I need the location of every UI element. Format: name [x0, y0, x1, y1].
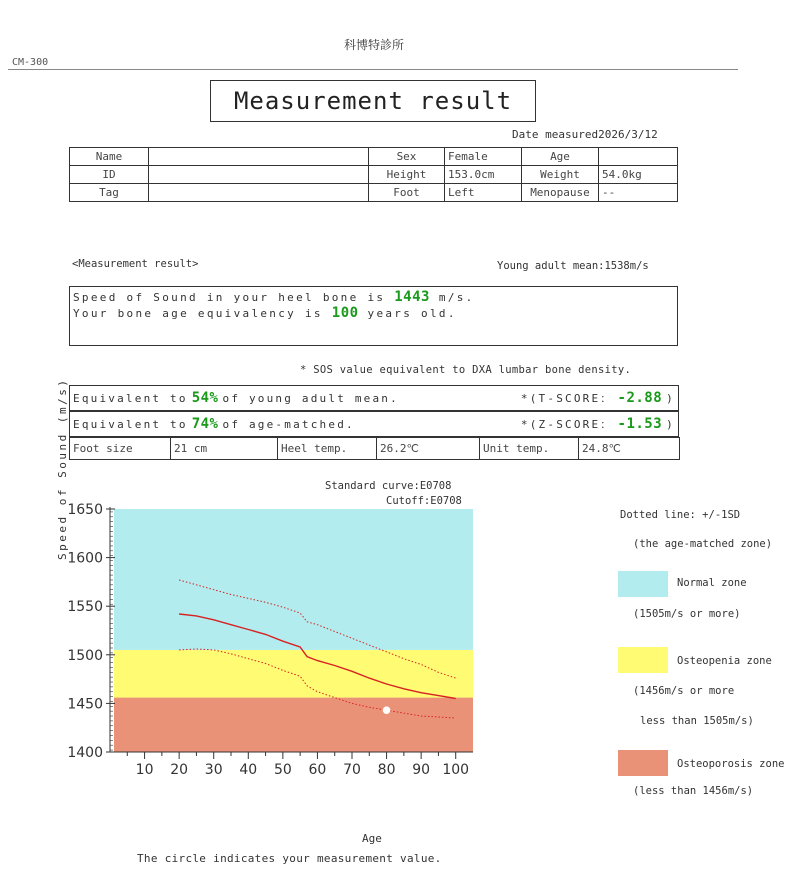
standard-curve: Standard curve:E0708	[325, 480, 452, 492]
sos-chart	[60, 500, 480, 790]
age-value	[599, 148, 678, 166]
t-score-label: *(T-SCORE：	[520, 392, 614, 405]
unit-temp-label: Unit temp.	[480, 438, 579, 460]
y-tick-label: 1400	[67, 745, 103, 761]
young-adult-row	[69, 385, 679, 411]
age-label: Age	[522, 148, 599, 166]
tag-label: Tag	[70, 184, 149, 202]
foot-info-table	[69, 437, 680, 460]
sos-value: 1443	[394, 289, 430, 305]
x-tick-label: 70	[343, 762, 361, 778]
measurement-point	[383, 707, 390, 714]
zone-band	[114, 698, 473, 752]
normal-zone-swatch	[618, 571, 668, 597]
zone-band	[114, 509, 473, 650]
x-tick-label: 40	[239, 762, 258, 778]
zone-band	[114, 650, 473, 698]
young-adult-mean: Young adult mean:1538m/s	[497, 260, 649, 272]
young-prefix: Equivalent to	[73, 391, 188, 405]
id-label: ID	[70, 166, 149, 184]
chart-footnote: The circle indicates your measurement value.	[137, 852, 442, 865]
dxa-note: * SOS value equivalent to DXA lumbar bone density.	[300, 364, 632, 376]
x-tick-label: 60	[308, 762, 327, 778]
young-suffix: of young adult mean.	[222, 391, 399, 405]
menopause-label: Menopause	[522, 184, 599, 202]
device-model: CM-300	[12, 57, 49, 68]
bone-age-line	[73, 305, 674, 321]
z-score-value: -1.53	[617, 416, 663, 432]
z-score	[521, 416, 675, 432]
foot-size-label: Foot size	[70, 438, 171, 460]
height-value: 153.0cm	[445, 166, 522, 184]
sex-value: Female	[445, 148, 522, 166]
age-percent: 74%	[191, 416, 219, 432]
menopause-value: --	[599, 184, 678, 202]
weight-value: 54.0kg	[599, 166, 678, 184]
zone-bands	[114, 509, 473, 752]
x-tick-label: 50	[273, 762, 292, 778]
x-tick-label: 10	[135, 762, 154, 778]
date-value: 2026/3/12	[598, 128, 658, 141]
legend-osteoporosis: Osteoporosis zone	[677, 758, 785, 770]
legend-osteopenia: Osteopenia zone	[677, 655, 772, 667]
name-value	[149, 148, 369, 166]
heel-temp-label: Heel temp.	[278, 438, 377, 460]
x-tick-label: 30	[204, 762, 223, 778]
foot-value: Left	[445, 184, 522, 202]
legend-dotted-sub: (the age-matched zone)	[633, 538, 773, 550]
height-label: Height	[369, 166, 445, 184]
section-label: <Measurement result>	[72, 258, 199, 270]
legend-osteoporosis-range: (less than 1456m/s)	[633, 785, 754, 797]
bone-age-value: 100	[331, 305, 359, 321]
measurement-marker	[383, 707, 390, 714]
unit-temp-value: 24.8℃	[579, 438, 680, 460]
y-tick-label: 1450	[67, 696, 103, 713]
legend-normal: Normal zone	[677, 577, 747, 589]
weight-label: Weight	[522, 166, 599, 184]
osteoporosis-zone-swatch	[618, 750, 668, 776]
z-score-label: *(Z-SCORE：	[520, 418, 614, 431]
cutoff: Cutoff:E0708	[386, 495, 462, 507]
bone-age-prefix: Your bone age equivalency is	[73, 307, 323, 320]
x-tick-label: 90	[412, 762, 431, 778]
y-tick-label: 1600	[67, 550, 103, 567]
foot-label: Foot	[369, 184, 445, 202]
bone-age-suffix: years old.	[367, 307, 457, 320]
legend-osteopenia-range1: (1456m/s or more	[633, 685, 735, 697]
heel-temp-value: 26.2℃	[377, 438, 480, 460]
sos-line	[73, 289, 674, 305]
date-label: Date measured	[512, 128, 599, 141]
y-tick-label: 1550	[67, 599, 103, 616]
sos-prefix: Speed of Sound in your heel bone is	[73, 291, 386, 304]
t-score	[521, 390, 675, 406]
y-axis-label: Speed of Sound (m/s)	[56, 377, 69, 560]
patient-info-table	[69, 147, 678, 202]
age-eq-suffix: of age-matched.	[222, 417, 355, 431]
name-label: Name	[70, 148, 149, 166]
t-score-close: )	[666, 392, 675, 405]
z-score-close: )	[666, 418, 675, 431]
id-value	[149, 166, 369, 184]
osteopenia-zone-swatch	[618, 647, 668, 673]
y-tick-label: 1650	[67, 502, 103, 518]
sos-suffix: m/s.	[438, 291, 475, 304]
clinic-name: 科博特診所	[343, 38, 404, 52]
foot-size-value: 21 cm	[171, 438, 278, 460]
sex-label: Sex	[369, 148, 445, 166]
x-tick-label: 20	[170, 762, 189, 778]
x-tick-label: 100	[442, 762, 470, 778]
y-tick-label: 1500	[67, 647, 103, 664]
age-eq-prefix: Equivalent to	[73, 417, 188, 431]
young-percent: 54%	[191, 390, 219, 406]
page-title: Measurement result	[210, 80, 536, 122]
header-divider	[8, 69, 738, 70]
date-measured	[512, 128, 658, 141]
legend-osteopenia-range2: less than 1505m/s)	[640, 715, 754, 727]
x-axis-label: Age	[362, 832, 382, 845]
age-matched-row	[69, 411, 679, 437]
t-score-value: -2.88	[617, 390, 663, 406]
legend-dotted: Dotted line: +/-1SD	[620, 509, 741, 521]
tag-value	[149, 184, 369, 202]
sos-result-box	[69, 286, 678, 346]
x-tick-label: 80	[377, 762, 396, 778]
legend-normal-range: (1505m/s or more)	[633, 608, 741, 620]
